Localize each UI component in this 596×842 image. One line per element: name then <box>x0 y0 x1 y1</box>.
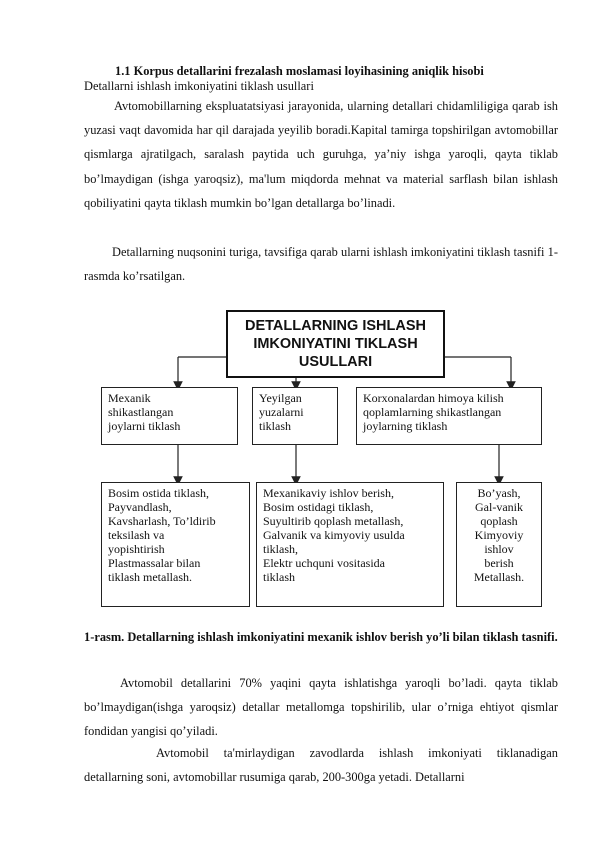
figure-caption: 1-rasm. Detallarning ishlash imkoniyatini mexanik ishlov berish yo’li bilan tiklash tasnifi. <box>84 630 558 644</box>
method-box-mechanical-damage: Mexanik shikastlangan joylarni tiklash <box>101 387 238 445</box>
section-heading: 1.1 Korpus detallarini frezalash moslamasi loyihasining aniqlik hisobi <box>115 64 484 78</box>
paragraph-reuse: Avtomobil detallarini 70% yaqini qayta ishlatishga yaroqli bo’ladi. qayta tiklab bo’lmaydigan(ishga yaroqsiz) detallar metallomga topshirilib, ular o’rniga ehtiyot qismlar fondidan yangisi qo’yiladi. <box>84 676 558 739</box>
paragraph-figure-reference: Detallarning nuqsonini turiga, tavsifiga qarab ularni ishlash imkoniyatini tiklash tasnifi 1- rasmda ko’rsatilgan. <box>84 245 558 284</box>
technique-box-machining: Mexanikaviy ishlov berish, Bosim ostidagi tiklash, Suyultirib qoplash metallash, Galvanik va kimyoviy usulda tiklash, Elektr uchquni vositasida tiklash <box>256 482 444 607</box>
paragraph-factories: Avtomobil ta'mirlaydigan zavodlarda ishlash imkoniyati tiklanadigan detallarning soni, avtomobillar rusumiga qarab, 200-300ga yetadi. Detallarni <box>84 746 558 785</box>
method-box-worn-surfaces: Yeyilgan yuzalarni tiklash <box>252 387 338 445</box>
paragraph-intro: Avtomobillarning ekspluatatsiyasi jarayonida, ularning detallari chidamliligiga qarab ish yuzasi vaqt davomida har qil darajada yeyilib boradi.Kapital tamirga topshirilgan avtomobillar qismlarga ajratilgach, saralash paytida uch guruhga, ya’niy ishga yaroqli, qayta tiklab bo’lmaydigan (ishga yaroqsiz), ma'lum miqdorda mehnat va material sarflash bilan ishlash qobiliyatini qayta tiklash mumkin bo’lgan detallarga bo’linadi. <box>84 99 558 210</box>
technique-box-painting: Bo’yash, Gal-vanik qoplash Kimyoviy ishlov berish Metallash. <box>456 482 542 607</box>
subsection-heading: Detallarni ishlash imkoniyatini tiklash usullari <box>84 79 314 93</box>
diagram-title-box: DETALLARNING ISHLASH IMKONIYATINI TIKLASH USULLARI <box>226 310 445 378</box>
method-box-protective-coatings: Korxonalardan himoya kilish qoplamlarning shikastlangan joylarning tiklash <box>356 387 542 445</box>
technique-box-pressure-welding: Bosim ostida tiklash, Payvandlash, Kavsharlash, To’ldirib teksilash va yopishtirish Plastmassalar bilan tiklash metallash. <box>101 482 250 607</box>
